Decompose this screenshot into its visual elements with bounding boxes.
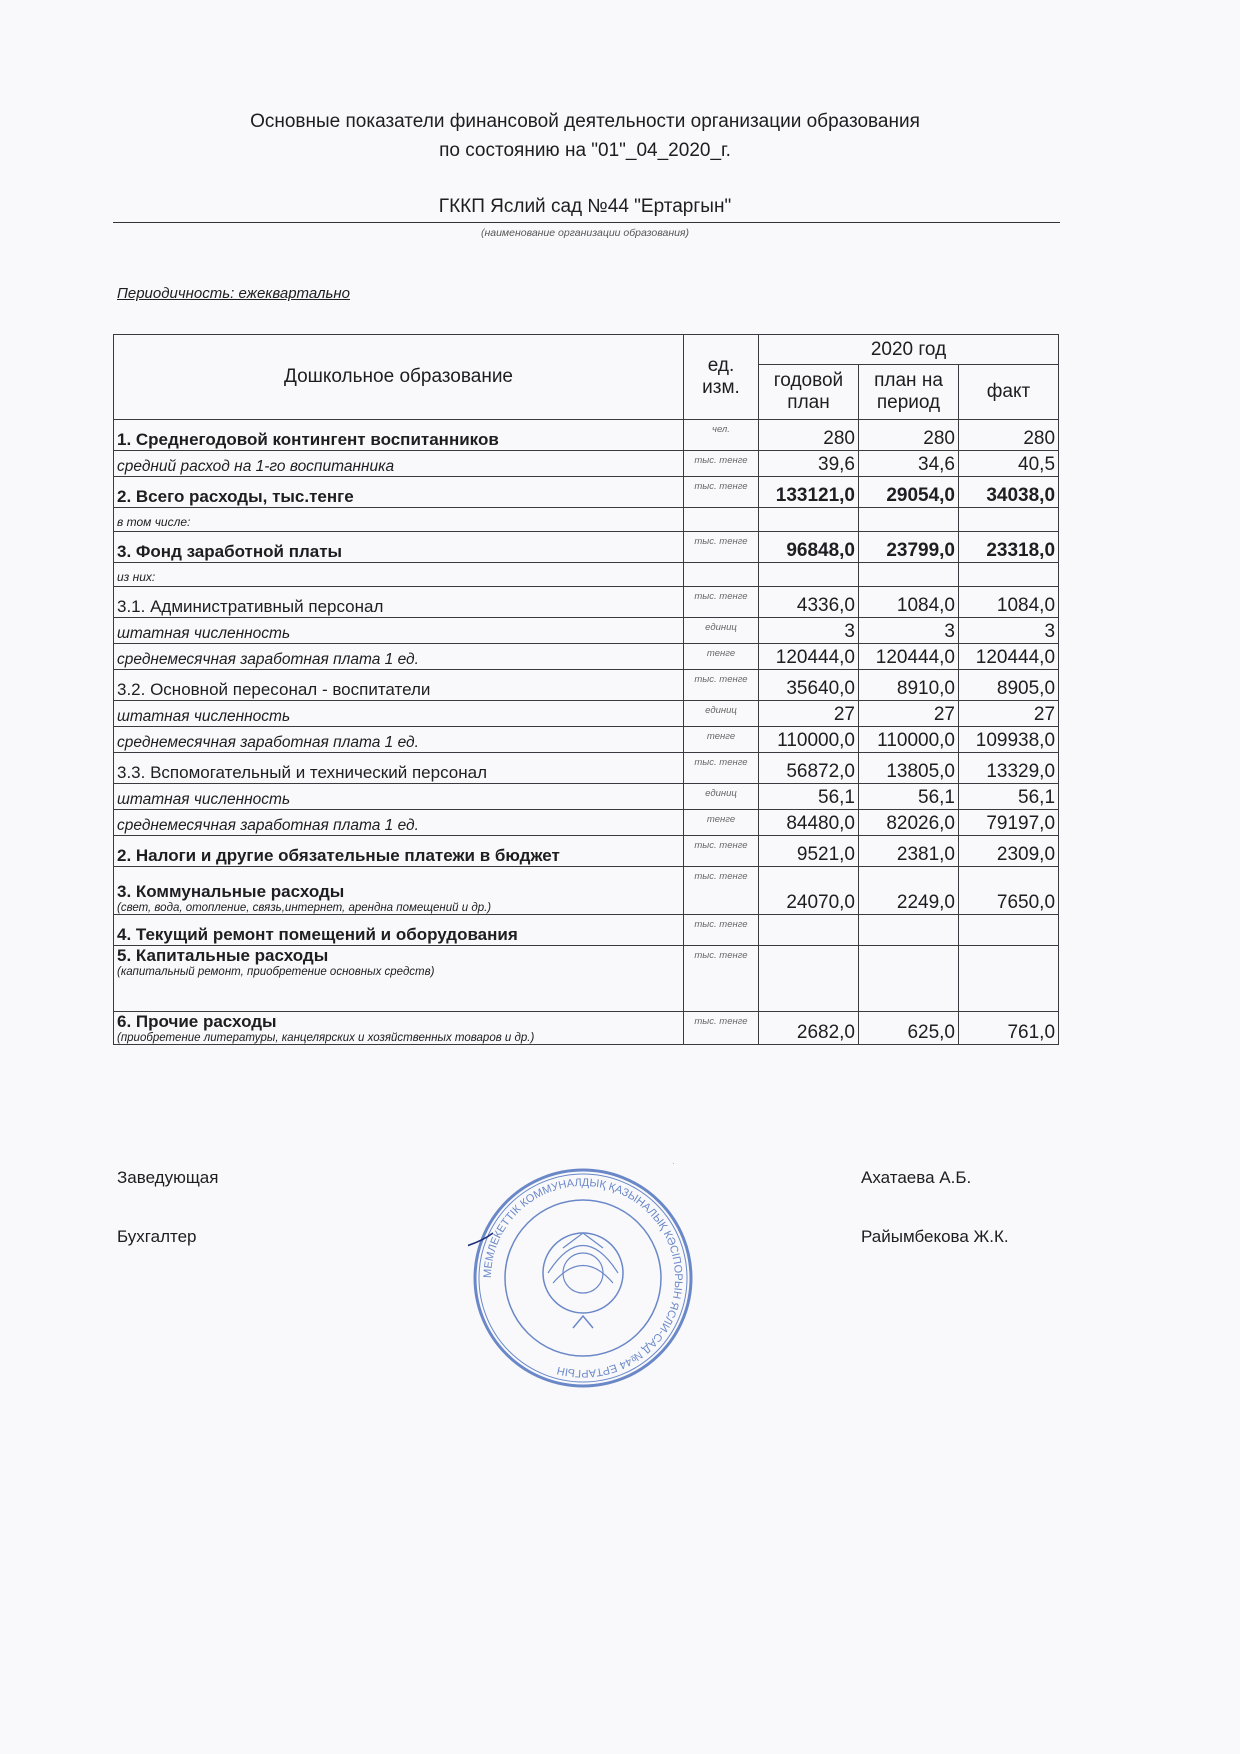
header-period-plan: план на период — [859, 365, 959, 420]
row-label-text: средний расход на 1-го воспитанника — [117, 458, 395, 475]
row-label — [114, 477, 684, 508]
header-category: Дошкольное образование — [114, 335, 684, 420]
cell-fact — [959, 915, 1059, 946]
cell-period: 23799,0 — [859, 532, 959, 563]
row-label-text: среднемесячная заработная плата 1 ед. — [117, 651, 419, 668]
row-label — [114, 563, 684, 587]
cell-fact: 8905,0 — [959, 670, 1059, 701]
cell-fact — [959, 508, 1059, 532]
row-sublabel: (капитальный ремонт, приобретение основных средств) — [117, 966, 435, 978]
cell-annual: 120444,0 — [759, 644, 859, 670]
financial-indicators-table — [113, 334, 1059, 1045]
row-unit: тыс. тенге — [684, 477, 759, 508]
row-label — [114, 587, 684, 618]
cell-fact: 56,1 — [959, 784, 1059, 810]
cell-fact — [959, 563, 1059, 587]
cell-fact: 280 — [959, 420, 1059, 451]
row-unit: единиц — [684, 618, 759, 644]
stamp-ring-text: МЕМЛЕКЕТТІК КОММУНАЛДЫҚ ҚАЗЫНАЛЫҚ КӘСІПОРЫН ЯСЛИ-САД №44 ЕРТАРГЫН — [481, 1176, 685, 1380]
table-row — [114, 532, 1059, 563]
row-label — [114, 836, 684, 867]
cell-period: 82026,0 — [859, 810, 959, 836]
cell-period: 3 — [859, 618, 959, 644]
table-row — [114, 451, 1059, 477]
row-sublabel: (свет, вода, отопление, связь,интернет, арендна помещений и др.) — [117, 902, 492, 914]
cell-period: 280 — [859, 420, 959, 451]
table-row — [114, 420, 1059, 451]
row-unit — [684, 563, 759, 587]
row-unit: единиц — [684, 701, 759, 727]
row-label-text: среднемесячная заработная плата 1 ед. — [117, 817, 419, 834]
row-unit: тыс. тенге — [684, 867, 759, 915]
cell-fact: 120444,0 — [959, 644, 1059, 670]
cell-fact: 13329,0 — [959, 753, 1059, 784]
cell-fact: 7650,0 — [959, 867, 1059, 915]
table-row — [114, 727, 1059, 753]
row-label — [114, 1012, 684, 1045]
table-row — [114, 587, 1059, 618]
cell-annual: 96848,0 — [759, 532, 859, 563]
cell-fact: 109938,0 — [959, 727, 1059, 753]
row-unit: тенге — [684, 727, 759, 753]
cell-period — [859, 508, 959, 532]
table-row — [114, 867, 1059, 915]
row-label — [114, 867, 684, 915]
row-label-text: из них: — [117, 570, 156, 584]
report-title-line1: Основные показатели финансовой деятельности организации образования — [250, 111, 920, 132]
official-stamp — [468, 1163, 698, 1393]
table-row — [114, 753, 1059, 784]
organization-caption: (наименование организации образования) — [480, 227, 690, 239]
cell-annual: 39,6 — [759, 451, 859, 477]
accountant-title: Бухгалтер — [117, 1227, 197, 1246]
cell-annual: 9521,0 — [759, 836, 859, 867]
row-label-text: 2. Налоги и другие обязательные платежи в бюджет — [117, 846, 560, 865]
cell-fact: 2309,0 — [959, 836, 1059, 867]
row-label-text: 1. Среднегодовой контингент воспитанников — [117, 430, 499, 449]
table-row — [114, 810, 1059, 836]
cell-annual: 133121,0 — [759, 477, 859, 508]
row-label — [114, 670, 684, 701]
head-title: Заведующая — [117, 1168, 219, 1187]
table-row — [114, 946, 1059, 1012]
cell-fact: 40,5 — [959, 451, 1059, 477]
row-unit: тыс. тенге — [684, 1012, 759, 1045]
row-label — [114, 810, 684, 836]
row-label — [114, 701, 684, 727]
row-label-text: штатная численность — [117, 791, 291, 808]
row-label — [114, 532, 684, 563]
cell-fact — [959, 946, 1059, 1012]
table-row — [114, 1012, 1059, 1045]
cell-annual: 3 — [759, 618, 859, 644]
cell-period: 1084,0 — [859, 587, 959, 618]
cell-annual — [759, 915, 859, 946]
cell-period: 56,1 — [859, 784, 959, 810]
row-label — [114, 753, 684, 784]
header-annual-plan: годовой план — [759, 365, 859, 420]
cell-annual: 35640,0 — [759, 670, 859, 701]
row-label-text: штатная численность — [117, 625, 291, 642]
row-label-text: 5. Капитальные расходы — [117, 946, 329, 965]
cell-period: 120444,0 — [859, 644, 959, 670]
table-row — [114, 784, 1059, 810]
row-label-text: 4. Текущий ремонт помещений и оборудования — [117, 925, 518, 944]
table-row — [114, 477, 1059, 508]
row-unit — [684, 508, 759, 532]
row-unit: тыс. тенге — [684, 532, 759, 563]
cell-fact: 23318,0 — [959, 532, 1059, 563]
row-sublabel: (приобретение литературы, канцелярских и хозяйственных товаров и др.) — [117, 1032, 535, 1044]
table-row — [114, 618, 1059, 644]
row-unit: тыс. тенге — [684, 753, 759, 784]
cell-fact: 34038,0 — [959, 477, 1059, 508]
cell-period: 34,6 — [859, 451, 959, 477]
organization-underline — [113, 222, 1060, 223]
emblem-icon — [543, 1233, 623, 1328]
report-title-line2: по состоянию на "01"_04_2020_г. — [439, 140, 731, 161]
row-label-text: среднемесячная заработная плата 1 ед. — [117, 734, 419, 751]
stamp-inner-ring — [505, 1200, 661, 1356]
cell-period — [859, 563, 959, 587]
cell-annual: 110000,0 — [759, 727, 859, 753]
organization-name: ГККП Яслий сад №44 "Ертаргын" — [438, 196, 732, 217]
cell-fact: 27 — [959, 701, 1059, 727]
cell-annual — [759, 563, 859, 587]
table-row — [114, 670, 1059, 701]
row-unit: тыс. тенге — [684, 587, 759, 618]
cell-annual: 56,1 — [759, 784, 859, 810]
cell-annual: 56872,0 — [759, 753, 859, 784]
cell-annual: 24070,0 — [759, 867, 859, 915]
row-unit: тыс. тенге — [684, 670, 759, 701]
cell-fact: 761,0 — [959, 1012, 1059, 1045]
header-unit: ед. изм. — [684, 335, 759, 420]
row-label-text: в том числе: — [117, 515, 191, 529]
row-unit: чел. — [684, 420, 759, 451]
row-label-text: 3. Фонд заработной платы — [117, 542, 343, 561]
cell-period: 8910,0 — [859, 670, 959, 701]
row-label — [114, 946, 684, 1012]
cell-annual: 4336,0 — [759, 587, 859, 618]
table-row — [114, 701, 1059, 727]
row-unit: тыс. тенге — [684, 451, 759, 477]
cell-annual: 280 — [759, 420, 859, 451]
row-label — [114, 420, 684, 451]
row-label — [114, 727, 684, 753]
row-label — [114, 618, 684, 644]
cell-annual — [759, 508, 859, 532]
table-row — [114, 836, 1059, 867]
cell-period: 110000,0 — [859, 727, 959, 753]
row-unit: тыс. тенге — [684, 836, 759, 867]
row-label-text: 2. Всего расходы, тыс.тенге — [117, 487, 354, 506]
table-row — [114, 644, 1059, 670]
periodicity-label: Периодичность: ежеквартально — [117, 285, 350, 302]
cell-period: 2249,0 — [859, 867, 959, 915]
row-label — [114, 508, 684, 532]
cell-annual: 84480,0 — [759, 810, 859, 836]
cell-annual: 2682,0 — [759, 1012, 859, 1045]
row-label — [114, 644, 684, 670]
row-label-text: 3.1. Административный персонал — [117, 597, 384, 616]
row-label-text: 3. Коммунальные расходы — [117, 882, 345, 901]
row-unit: тыс. тенге — [684, 915, 759, 946]
table-row — [114, 915, 1059, 946]
head-name: Ахатаева А.Б. — [861, 1168, 972, 1187]
row-label-text: 3.3. Вспомогательный и технический персонал — [117, 763, 487, 782]
row-label-text: 3.2. Основной пересонал - воспитатели — [117, 680, 431, 699]
cell-period — [859, 915, 959, 946]
cell-period — [859, 946, 959, 1012]
cell-annual — [759, 946, 859, 1012]
row-label-text: штатная численность — [117, 708, 291, 725]
table-row — [114, 508, 1059, 532]
row-unit: единиц — [684, 784, 759, 810]
cell-period: 625,0 — [859, 1012, 959, 1045]
row-unit: тенге — [684, 810, 759, 836]
accountant-name: Райымбекова Ж.К. — [861, 1227, 1009, 1246]
cell-fact: 1084,0 — [959, 587, 1059, 618]
stamp-outer-ring — [475, 1170, 691, 1386]
cell-period: 2381,0 — [859, 836, 959, 867]
cell-annual: 27 — [759, 701, 859, 727]
stamp-outer-ring-thin — [479, 1174, 687, 1382]
row-label — [114, 451, 684, 477]
row-label — [114, 915, 684, 946]
cell-fact: 3 — [959, 618, 1059, 644]
header-fact: факт — [959, 365, 1059, 420]
cell-period: 27 — [859, 701, 959, 727]
cell-period: 29054,0 — [859, 477, 959, 508]
cell-fact: 79197,0 — [959, 810, 1059, 836]
row-unit: тыс. тенге — [684, 946, 759, 1012]
row-label-text: 6. Прочие расходы — [117, 1012, 277, 1031]
row-label — [114, 784, 684, 810]
header-year: 2020 год — [759, 335, 1059, 365]
table-row — [114, 563, 1059, 587]
cell-period: 13805,0 — [859, 753, 959, 784]
row-unit: тенге — [684, 644, 759, 670]
